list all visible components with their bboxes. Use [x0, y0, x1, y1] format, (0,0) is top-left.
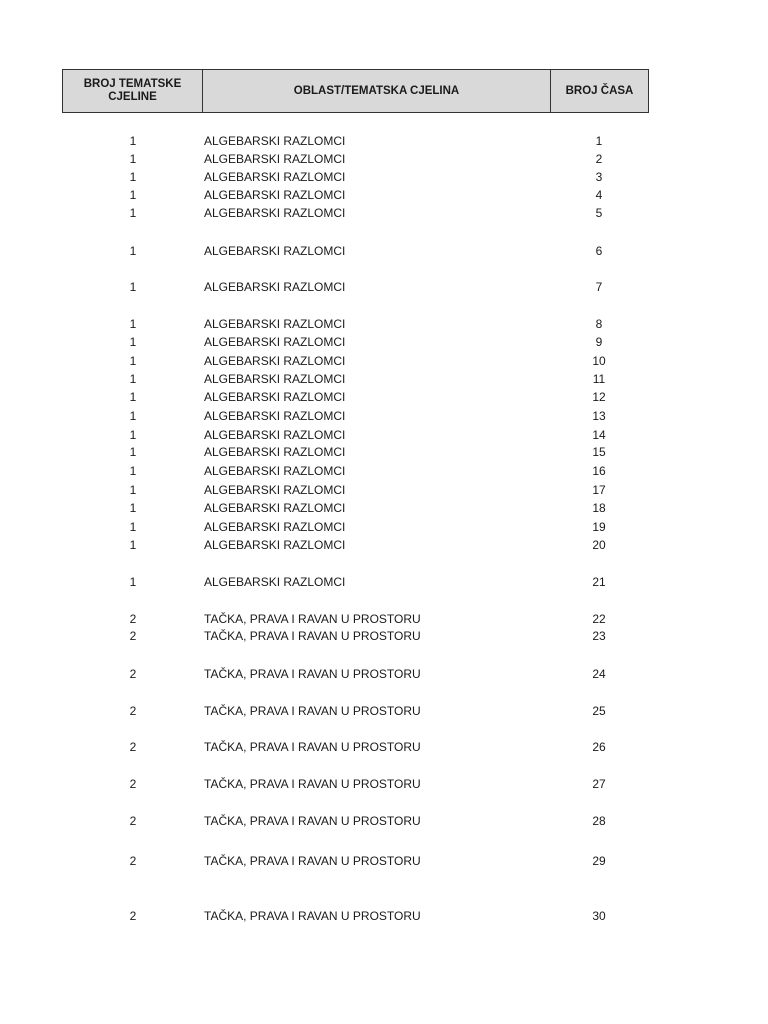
- topic-area-cell: ALGEBARSKI RAZLOMCI: [204, 483, 346, 497]
- header-topic-number: BROJ TEMATSKE CJELINE: [63, 70, 203, 112]
- table-row: [0, 776, 768, 792]
- table-row: [0, 334, 768, 350]
- topic-area-cell: ALGEBARSKI RAZLOMCI: [204, 445, 346, 459]
- table-row: [0, 427, 768, 443]
- lesson-number-cell: 10: [592, 354, 606, 368]
- table-row: [0, 205, 768, 221]
- lesson-number-cell: 16: [592, 464, 606, 478]
- table-row: [0, 574, 768, 590]
- lesson-number-cell: 3: [595, 170, 603, 184]
- lesson-number-cell: 12: [592, 390, 606, 404]
- table-row: [0, 611, 768, 627]
- topic-area-cell: TAČKA, PRAVA I RAVAN U PROSTORU: [204, 612, 421, 626]
- topic-number-cell: 1: [129, 538, 137, 552]
- table-header: [62, 69, 649, 113]
- topic-number-cell: 1: [129, 483, 137, 497]
- topic-area-cell: ALGEBARSKI RAZLOMCI: [204, 538, 346, 552]
- topic-area-cell: TAČKA, PRAVA I RAVAN U PROSTORU: [204, 740, 421, 754]
- topic-number-cell: 1: [129, 280, 137, 294]
- topic-area-cell: ALGEBARSKI RAZLOMCI: [204, 464, 346, 478]
- lesson-number-cell: 5: [595, 206, 603, 220]
- table-row: [0, 371, 768, 387]
- table-row: [0, 389, 768, 405]
- table-row: [0, 628, 768, 644]
- lesson-number-cell: 29: [592, 854, 606, 868]
- lesson-number-cell: 14: [592, 428, 606, 442]
- lesson-number-cell: 25: [592, 704, 606, 718]
- table-row: [0, 316, 768, 332]
- table-row: [0, 739, 768, 755]
- topic-area-cell: ALGEBARSKI RAZLOMCI: [204, 188, 346, 202]
- topic-area-cell: ALGEBARSKI RAZLOMCI: [204, 354, 346, 368]
- topic-number-cell: 1: [129, 244, 137, 258]
- topic-number-cell: 1: [129, 575, 137, 589]
- topic-number-cell: 1: [129, 445, 137, 459]
- topic-number-cell: 2: [129, 612, 137, 626]
- topic-number-cell: 1: [129, 409, 137, 423]
- topic-number-cell: 2: [129, 814, 137, 828]
- table-row: [0, 500, 768, 516]
- topic-area-cell: ALGEBARSKI RAZLOMCI: [204, 501, 346, 515]
- topic-number-cell: 1: [129, 354, 137, 368]
- lesson-number-cell: 17: [592, 483, 606, 497]
- lesson-number-cell: 8: [595, 317, 603, 331]
- topic-area-cell: ALGEBARSKI RAZLOMCI: [204, 170, 346, 184]
- lesson-number-cell: 20: [592, 538, 606, 552]
- topic-number-cell: 2: [129, 777, 137, 791]
- topic-area-cell: ALGEBARSKI RAZLOMCI: [204, 428, 346, 442]
- topic-area-cell: TAČKA, PRAVA I RAVAN U PROSTORU: [204, 667, 421, 681]
- topic-number-cell: 1: [129, 520, 137, 534]
- lesson-number-cell: 18: [592, 501, 606, 515]
- table-row: [0, 279, 768, 295]
- header-lesson-number: BROJ ČASA: [565, 84, 634, 97]
- lesson-number-cell: 22: [592, 612, 606, 626]
- table-row: [0, 243, 768, 259]
- lesson-number-cell: 30: [592, 909, 606, 923]
- topic-area-cell: TAČKA, PRAVA I RAVAN U PROSTORU: [204, 777, 421, 791]
- table-row: [0, 908, 768, 924]
- table-row: [0, 444, 768, 460]
- lesson-number-cell: 15: [592, 445, 606, 459]
- lesson-number-cell: 13: [592, 409, 606, 423]
- topic-area-cell: TAČKA, PRAVA I RAVAN U PROSTORU: [204, 629, 421, 643]
- table-row: [0, 151, 768, 167]
- table-row: [0, 482, 768, 498]
- topic-area-cell: ALGEBARSKI RAZLOMCI: [204, 335, 346, 349]
- topic-area-cell: ALGEBARSKI RAZLOMCI: [204, 390, 346, 404]
- topic-number-cell: 1: [129, 390, 137, 404]
- topic-number-cell: 1: [129, 170, 137, 184]
- topic-area-cell: TAČKA, PRAVA I RAVAN U PROSTORU: [204, 814, 421, 828]
- topic-number-cell: 2: [129, 854, 137, 868]
- table-row: [0, 169, 768, 185]
- lesson-number-cell: 7: [595, 280, 603, 294]
- topic-number-cell: 2: [129, 667, 137, 681]
- lesson-number-cell: 1: [595, 134, 603, 148]
- topic-area-cell: ALGEBARSKI RAZLOMCI: [204, 244, 346, 258]
- topic-area-cell: ALGEBARSKI RAZLOMCI: [204, 520, 346, 534]
- table-row: [0, 187, 768, 203]
- topic-number-cell: 1: [129, 134, 137, 148]
- topic-area-cell: ALGEBARSKI RAZLOMCI: [204, 409, 346, 423]
- topic-number-cell: 1: [129, 317, 137, 331]
- lesson-number-cell: 9: [595, 335, 603, 349]
- lesson-number-cell: 23: [592, 629, 606, 643]
- topic-area-cell: ALGEBARSKI RAZLOMCI: [204, 575, 346, 589]
- header-topic-area: OBLAST/TEMATSKA CJELINA: [203, 70, 551, 112]
- topic-number-cell: 1: [129, 372, 137, 386]
- topic-area-cell: ALGEBARSKI RAZLOMCI: [204, 280, 346, 294]
- topic-number-cell: 2: [129, 629, 137, 643]
- table-row: [0, 666, 768, 682]
- topic-area-cell: ALGEBARSKI RAZLOMCI: [204, 206, 346, 220]
- topic-number-cell: 1: [129, 464, 137, 478]
- topic-number-cell: 1: [129, 152, 137, 166]
- topic-number-cell: 2: [129, 704, 137, 718]
- lesson-number-cell: 19: [592, 520, 606, 534]
- table-row: [0, 703, 768, 719]
- table-row: [0, 353, 768, 369]
- table-row: [0, 133, 768, 149]
- topic-number-cell: 1: [129, 188, 137, 202]
- lesson-number-cell: 2: [595, 152, 603, 166]
- lesson-number-cell: 28: [592, 814, 606, 828]
- table-row: [0, 519, 768, 535]
- lesson-number-cell: 21: [592, 575, 606, 589]
- lesson-number-cell: 26: [592, 740, 606, 754]
- topic-number-cell: 1: [129, 428, 137, 442]
- table-row: [0, 463, 768, 479]
- topic-area-cell: ALGEBARSKI RAZLOMCI: [204, 134, 346, 148]
- topic-number-cell: 2: [129, 909, 137, 923]
- lesson-number-cell: 4: [595, 188, 603, 202]
- topic-area-cell: TAČKA, PRAVA I RAVAN U PROSTORU: [204, 704, 421, 718]
- topic-number-cell: 2: [129, 740, 137, 754]
- lesson-number-cell: 11: [592, 372, 606, 386]
- lesson-number-cell: 27: [592, 777, 606, 791]
- topic-area-cell: TAČKA, PRAVA I RAVAN U PROSTORU: [204, 909, 421, 923]
- topic-area-cell: ALGEBARSKI RAZLOMCI: [204, 152, 346, 166]
- topic-number-cell: 1: [129, 501, 137, 515]
- lesson-number-cell: 6: [595, 244, 603, 258]
- topic-area-cell: TAČKA, PRAVA I RAVAN U PROSTORU: [204, 854, 421, 868]
- table-row: [0, 813, 768, 829]
- topic-area-cell: ALGEBARSKI RAZLOMCI: [204, 372, 346, 386]
- topic-number-cell: 1: [129, 206, 137, 220]
- table-row: [0, 537, 768, 553]
- table-row: [0, 853, 768, 869]
- lesson-number-cell: 24: [592, 667, 606, 681]
- topic-area-cell: ALGEBARSKI RAZLOMCI: [204, 317, 346, 331]
- topic-number-cell: 1: [129, 335, 137, 349]
- table-row: [0, 408, 768, 424]
